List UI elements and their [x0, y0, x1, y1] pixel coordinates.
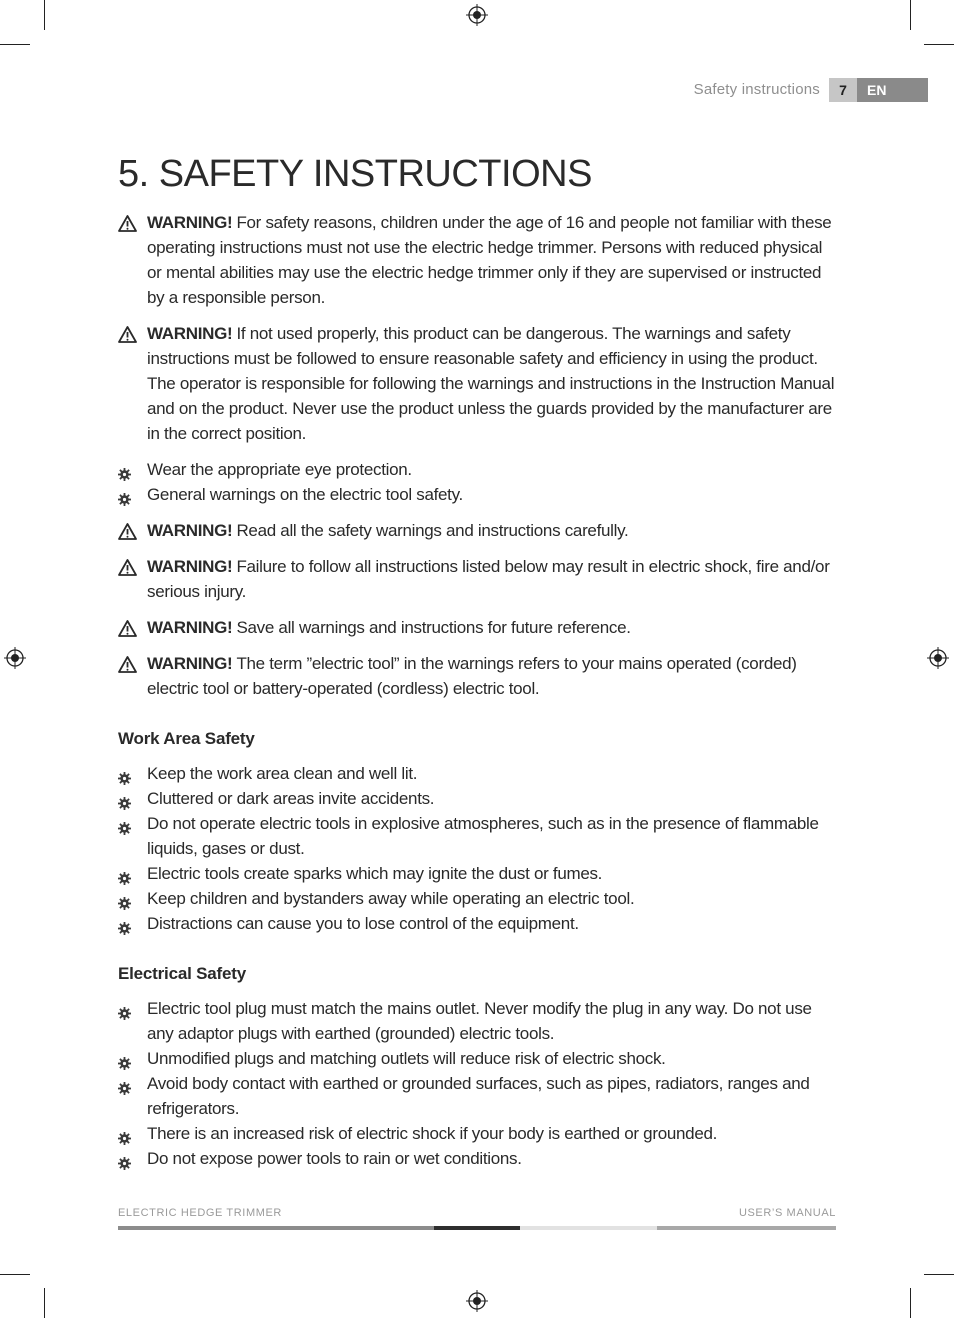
crop-mark [0, 1274, 30, 1275]
warning-triangle-icon [118, 558, 137, 575]
warning-label: WARNING! [147, 557, 233, 576]
warning-triangle-icon [118, 325, 137, 342]
registration-mark-icon [466, 1290, 488, 1312]
gear-bullet-icon [118, 792, 131, 805]
gear-bullet-icon [118, 892, 131, 905]
list-item [118, 911, 840, 936]
footer-bar-segment [520, 1226, 657, 1230]
crop-mark [924, 1274, 954, 1275]
warning-item [118, 518, 840, 543]
list-item [118, 1046, 840, 1071]
list-item [118, 1121, 840, 1146]
electrical-list [118, 996, 840, 1171]
crop-mark [44, 1288, 45, 1318]
gear-bullet-icon [118, 1152, 131, 1165]
warning-text: Failure to follow all instructions listed below may result in electric shock, fire and/or serious injury. [147, 557, 830, 601]
warning-item [118, 210, 840, 310]
warning-text: The term ”electric tool” in the warnings refers to your mains operated (corded) electric tool or battery-operated (cordless) electric tool. [147, 654, 797, 698]
list-item-text: Wear the appropriate eye protection. [147, 460, 412, 479]
header-section-title: Safety instructions [693, 81, 820, 98]
crop-mark [910, 1288, 911, 1318]
electrical-heading: Electrical Safety [118, 964, 246, 983]
footer-product-name: ELECTRIC HEDGE TRIMMER [118, 1207, 282, 1219]
list-item [118, 457, 840, 482]
gear-bullet-icon [118, 917, 131, 930]
footer-bar-segment [118, 1226, 434, 1230]
general-bullet-list [118, 457, 840, 507]
warning-item [118, 651, 840, 701]
footer-bar-segment [657, 1226, 836, 1230]
list-item-text: Do not operate electric tools in explosive atmospheres, such as in the presence of flammable liquids, gases or dust. [147, 814, 819, 858]
list-item-text: General warnings on the electric tool safety. [147, 485, 463, 504]
warning-label: WARNING! [147, 618, 233, 637]
crop-mark [924, 44, 954, 45]
page-number: 7 [829, 78, 857, 102]
list-item [118, 811, 840, 861]
warning-item [118, 554, 840, 604]
crop-mark [0, 44, 30, 45]
list-item-text: Distractions can cause you to lose control of the equipment. [147, 914, 579, 933]
registration-mark-icon [466, 4, 488, 26]
crop-mark [910, 0, 911, 30]
list-item-text: Electric tool plug must match the mains outlet. Never modify the plug in any way. Do not use any adaptor plugs with earthed (grounded) electric tools. [147, 999, 812, 1043]
list-item [118, 482, 840, 507]
warning-label: WARNING! [147, 213, 233, 232]
list-item-text: Electric tools create sparks which may ignite the dust or fumes. [147, 864, 603, 883]
gear-bullet-icon [118, 1052, 131, 1065]
list-item [118, 861, 840, 886]
list-item-text: There is an increased risk of electric shock if your body is earthed or grounded. [147, 1124, 718, 1143]
warning-text: Save all warnings and instructions for future reference. [236, 618, 631, 637]
main-content [118, 150, 840, 1182]
gear-bullet-icon [118, 463, 131, 476]
footer-bar-segment [434, 1226, 520, 1230]
registration-mark-icon [4, 647, 26, 669]
list-item [118, 996, 840, 1046]
warning-label: WARNING! [147, 654, 233, 673]
language-tab: EN [857, 78, 928, 102]
gear-bullet-icon [118, 867, 131, 880]
gear-bullet-icon [118, 1077, 131, 1090]
warning-item [118, 321, 840, 446]
gear-bullet-icon [118, 1002, 131, 1015]
list-item [118, 786, 840, 811]
list-item-text: Cluttered or dark areas invite accidents. [147, 789, 435, 808]
warnings-top [118, 210, 840, 446]
work-area-list [118, 761, 840, 936]
list-item-text: Do not expose power tools to rain or wet conditions. [147, 1149, 522, 1168]
warning-label: WARNING! [147, 324, 233, 343]
list-item-text: Keep the work area clean and well lit. [147, 764, 418, 783]
warning-triangle-icon [118, 619, 137, 636]
list-item [118, 761, 840, 786]
warning-text: For safety reasons, children under the age of 16 and people not familiar with these operating instructions must not use the electric hedge trimmer. Persons with reduced physical or mental abilities may use the electric hedge trimmer only if they are supervised or instructed by a responsible person. [147, 213, 832, 307]
warnings-more [118, 518, 840, 701]
warning-label: WARNING! [147, 521, 233, 540]
list-item [118, 1071, 840, 1121]
warning-text: If not used properly, this product can be dangerous. The warnings and safety instructions must be followed to ensure reasonable safety and efficiency in using the product. The operator is responsible for following the warnings and instructions in the Instruction Manual and on the product. Never use the product unless the guards provided by the manufacturer are in the correct position. [147, 324, 835, 443]
warning-triangle-icon [118, 522, 137, 539]
footer-manual-label: USER’S MANUAL [738, 1207, 836, 1219]
warning-triangle-icon [118, 655, 137, 672]
gear-bullet-icon [118, 488, 131, 501]
list-item [118, 886, 840, 911]
warning-triangle-icon [118, 214, 137, 231]
crop-mark [44, 0, 45, 30]
list-item [118, 1146, 840, 1171]
list-item-text: Unmodified plugs and matching outlets will reduce risk of electric shock. [147, 1049, 666, 1068]
gear-bullet-icon [118, 817, 131, 830]
registration-mark-icon [927, 647, 949, 669]
work-area-heading: Work Area Safety [118, 729, 255, 748]
list-item-text: Keep children and bystanders away while operating an electric tool. [147, 889, 635, 908]
gear-bullet-icon [118, 1127, 131, 1140]
warning-item [118, 615, 840, 640]
list-item-text: Avoid body contact with earthed or grounded surfaces, such as pipes, radiators, ranges and refrigerators. [147, 1074, 810, 1118]
page-title: 5. SAFETY INSTRUCTIONS [118, 153, 592, 195]
gear-bullet-icon [118, 767, 131, 780]
warning-text: Read all the safety warnings and instructions carefully. [236, 521, 629, 540]
